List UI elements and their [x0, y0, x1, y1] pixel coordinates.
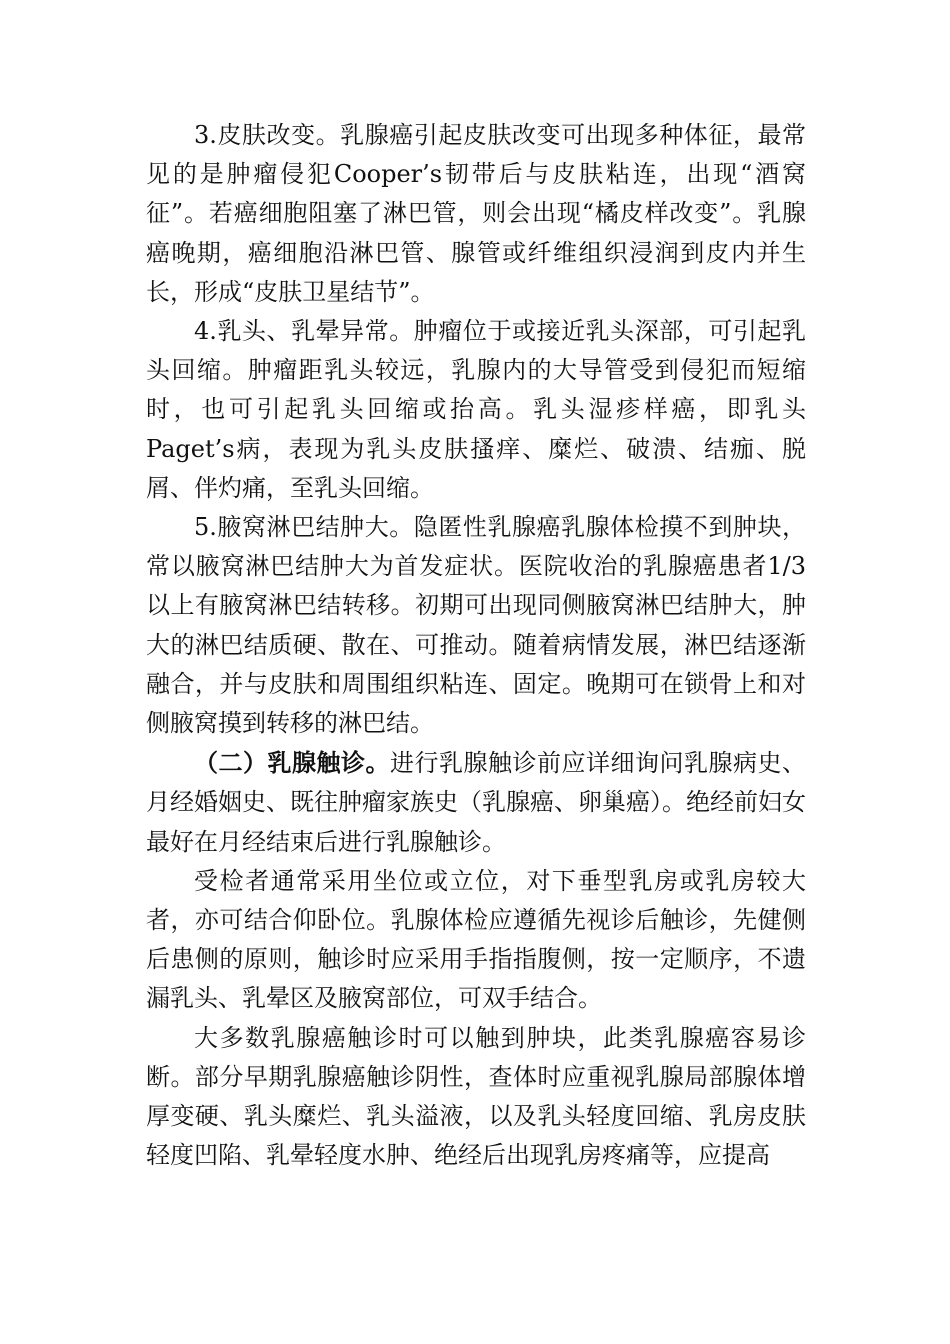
- section-heading: （二）乳腺触诊。: [194, 748, 390, 778]
- paragraph-nipple-areola: [146, 312, 806, 508]
- paragraph-text: 4.乳头、乳晕异常。肿瘤位于或接近乳头深部，可引起乳头回缩。肿瘤距乳头较远，乳腺内的大导管受到侵犯而短缩时，也可引起乳头回缩或抬高。乳头湿疹样癌，即乳头Paget’s病，表现为乳头皮肤搔痒、糜烂、破溃、结痂、脱屑、伴灼痛，至乳头回缩。: [146, 317, 806, 502]
- paragraph-text: 受检者通常采用坐位或立位，对下垂型乳房或乳房较大者，亦可结合仰卧位。乳腺体检应遵循先视诊后触诊，先健侧后患侧的原则，触诊时应采用手指指腹侧，按一定顺序，不遗漏乳头、乳晕区及腋窝部位，可双手结合。: [146, 866, 806, 1013]
- document-page: [146, 116, 806, 1175]
- paragraph-diagnosis: [146, 1019, 806, 1176]
- paragraph-text: 5.腋窝淋巴结肿大。隐匿性乳腺癌乳腺体检摸不到肿块，常以腋窝淋巴结肿大为首发症状。医院收治的乳腺癌患者1/3以上有腋窝淋巴结转移。初期可出现同侧腋窝淋巴结肿大，肿大的淋巴结质硬、散在、可推动。随着病情发展，淋巴结逐渐融合，并与皮肤和周围组织粘连、固定。晚期可在锁骨上和对侧腋窝摸到转移的淋巴结。: [146, 513, 806, 738]
- paragraph-skin-changes: [146, 116, 806, 312]
- paragraph-palpation: [146, 743, 806, 862]
- paragraph-axillary-lymph: [146, 508, 806, 743]
- paragraph-position: [146, 862, 806, 1019]
- paragraph-text: 3.皮肤改变。乳腺癌引起皮肤改变可出现多种体征，最常见的是肿瘤侵犯Cooper’s韧带后与皮肤粘连，出现“酒窝征”。若癌细胞阻塞了淋巴管，则会出现“橘皮样改变”。乳腺癌晚期，癌细胞沿淋巴管、腺管或纤维组织浸润到皮内并生长，形成“皮肤卫星结节”。: [146, 121, 806, 306]
- paragraph-text: 进行乳腺触诊前应详细询问乳腺病史、月经婚姻史、既往肿瘤家族史（乳腺癌、卵巢癌）。绝经前妇女最好在月经结束后进行乳腺触诊。: [146, 749, 806, 856]
- paragraph-text: 大多数乳腺癌触诊时可以触到肿块，此类乳腺癌容易诊断。部分早期乳腺癌触诊阴性，查体时应重视乳腺局部腺体增厚变硬、乳头糜烂、乳头溢液，以及乳头轻度回缩、乳房皮肤轻度凹陷、乳晕轻度水肿、绝经后出现乳房疼痛等，应提高: [146, 1023, 806, 1170]
